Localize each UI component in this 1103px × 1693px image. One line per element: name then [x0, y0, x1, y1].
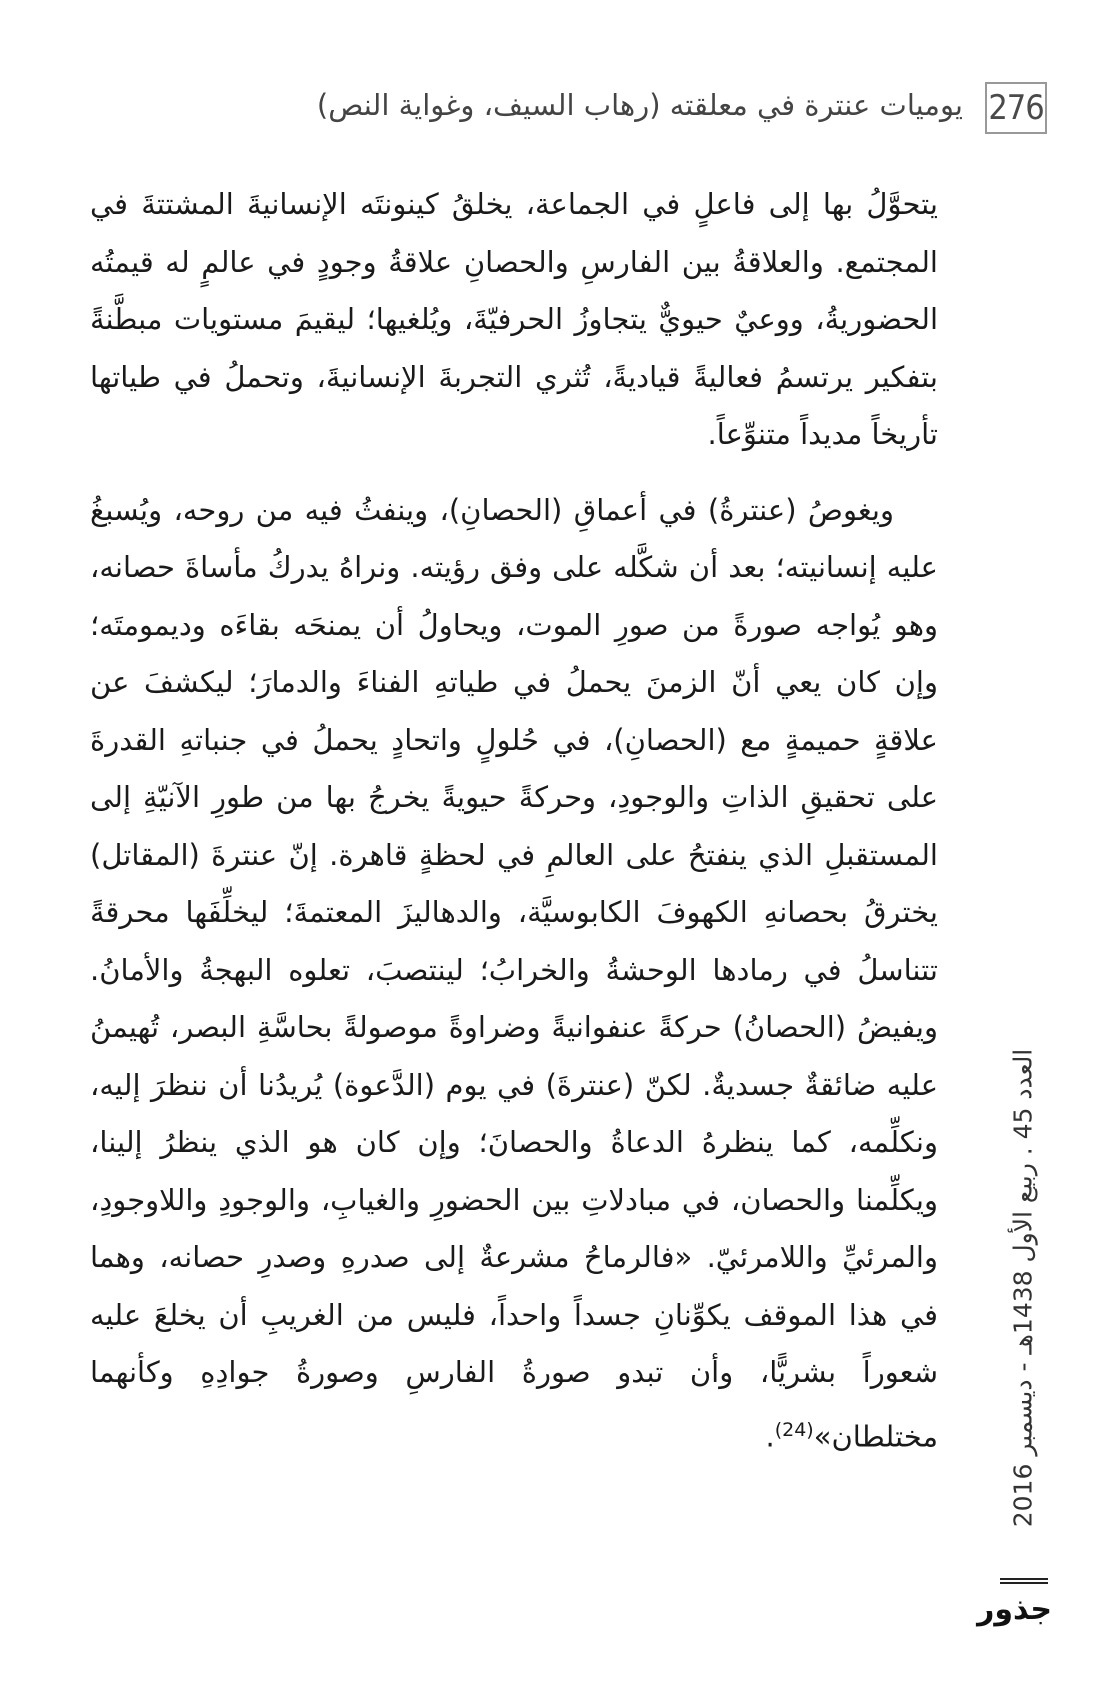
- paragraph-end: .: [765, 1419, 775, 1454]
- paragraph: يتحوَّلُ بها إلى فاعلٍ في الجماعة، يخلقُ كينونتَه الإنسانيةَ المشتتةَ في المجتمع. والعلاقةُ بين الفارسِ والحصانِ علاقةُ وجودٍ في عالمٍ له قيمتُه الحضوريةُ، ووعيٌ حيويٌّ يتجاوزُ الحرفيّةَ، ويُلغيها؛ ليقيمَ مستويات مبطَّنةً بتفكير يرتسمُ فعاليةً قياديةً، تُثري التجربةَ الإنسانيةَ، وتحملُ في طياتها تأريخاً مديداً متنوِّعاً.: [90, 187, 938, 451]
- page-number: 276: [985, 82, 1047, 134]
- paragraph-text: ويغوصُ (عنترةُ) في أعماقِ (الحصانِ)، وينفثُ فيه من روحه، ويُسبغُ عليه إنسانيته؛ بعد أن شكَّله على وفق رؤيته. ونراهُ يدركُ مأساةَ حصانه، وهو يُواجه صورةً من صورِ الموت، ويحاولُ أن يمنحَه بقاءَه وديمومتَه؛ وإن كان يعي أنّ الزمنَ يحملُ في طياتهِ الفناءَ والدمارَ؛ ليكشفَ عن علاقةٍ حميمةٍ مع (الحصانِ)، في حُلولٍ واتحادٍ يحملُ في جنباتهِ القدرةَ على تحقيقِ الذاتِ والوجودِ، وحركةً حيويةً يخرجُ بها من طورِ الآنيّةِ إلى المستقبلِ الذي ينفتحُ على العالمِ في لحظةٍ قاهرة. إنّ عنترةَ (المقاتل) يخترقُ بحصانهِ الكهوفَ الكابوسيَّة، والدهاليزَ المعتمةَ؛ ليخلِّفَها محرقةً تتناسلُ في رمادها الوحشةُ والخرابُ؛ لينتصبَ، تعلوه البهجةُ والأمانُ. ويفيضُ (الحصانُ) حركةً عنفوانيةً وضراوةً موصولةً بحاسَّةِ البصر، تُهيمنُ عليه ضائقةٌ جسديةٌ. لكنّ (عنترةَ) في يوم (الدَّعوة) يُريدُنا أن ننظرَ إليه، ونكلِّمه، كما ينظرهُ الدعاةُ والحصانَ؛ وإن كان هو الذي ينظرُ إلينا، ويكلِّمنا والحصان، في مبادلاتِ بين الحضورِ والغيابِ، والوجودِ واللاوجودِ، والمرئيِّ واللامرئيّ. «فالرماحُ مشرعةٌ إلى صدرهِ وصدرِ حصانه، وهما في هذا الموقف يكوِّنانِ جسداً واحداً، فليس من الغريبِ أن يخلعَ عليه شعوراً بشريًّا، وأن تبدو صورةُ الفارسِ وصورةُ جوادِهِ وكأنهما مختلطان»: [90, 492, 938, 1454]
- issue-info-text: العدد 45 . ربيع الأول 1438هـ - ديسمبر 2016: [1008, 1048, 1038, 1527]
- footnote-ref[interactable]: (24): [774, 1418, 814, 1441]
- paragraph: [90, 482, 938, 1466]
- article-body: [90, 176, 938, 1466]
- divider: [1000, 1578, 1048, 1584]
- journal-logo: جذور: [977, 1592, 1052, 1627]
- issue-info: [1001, 1015, 1045, 1560]
- running-title: يوميات عنترة في معلقته (رهاب السيف، وغواية النص): [316, 88, 963, 122]
